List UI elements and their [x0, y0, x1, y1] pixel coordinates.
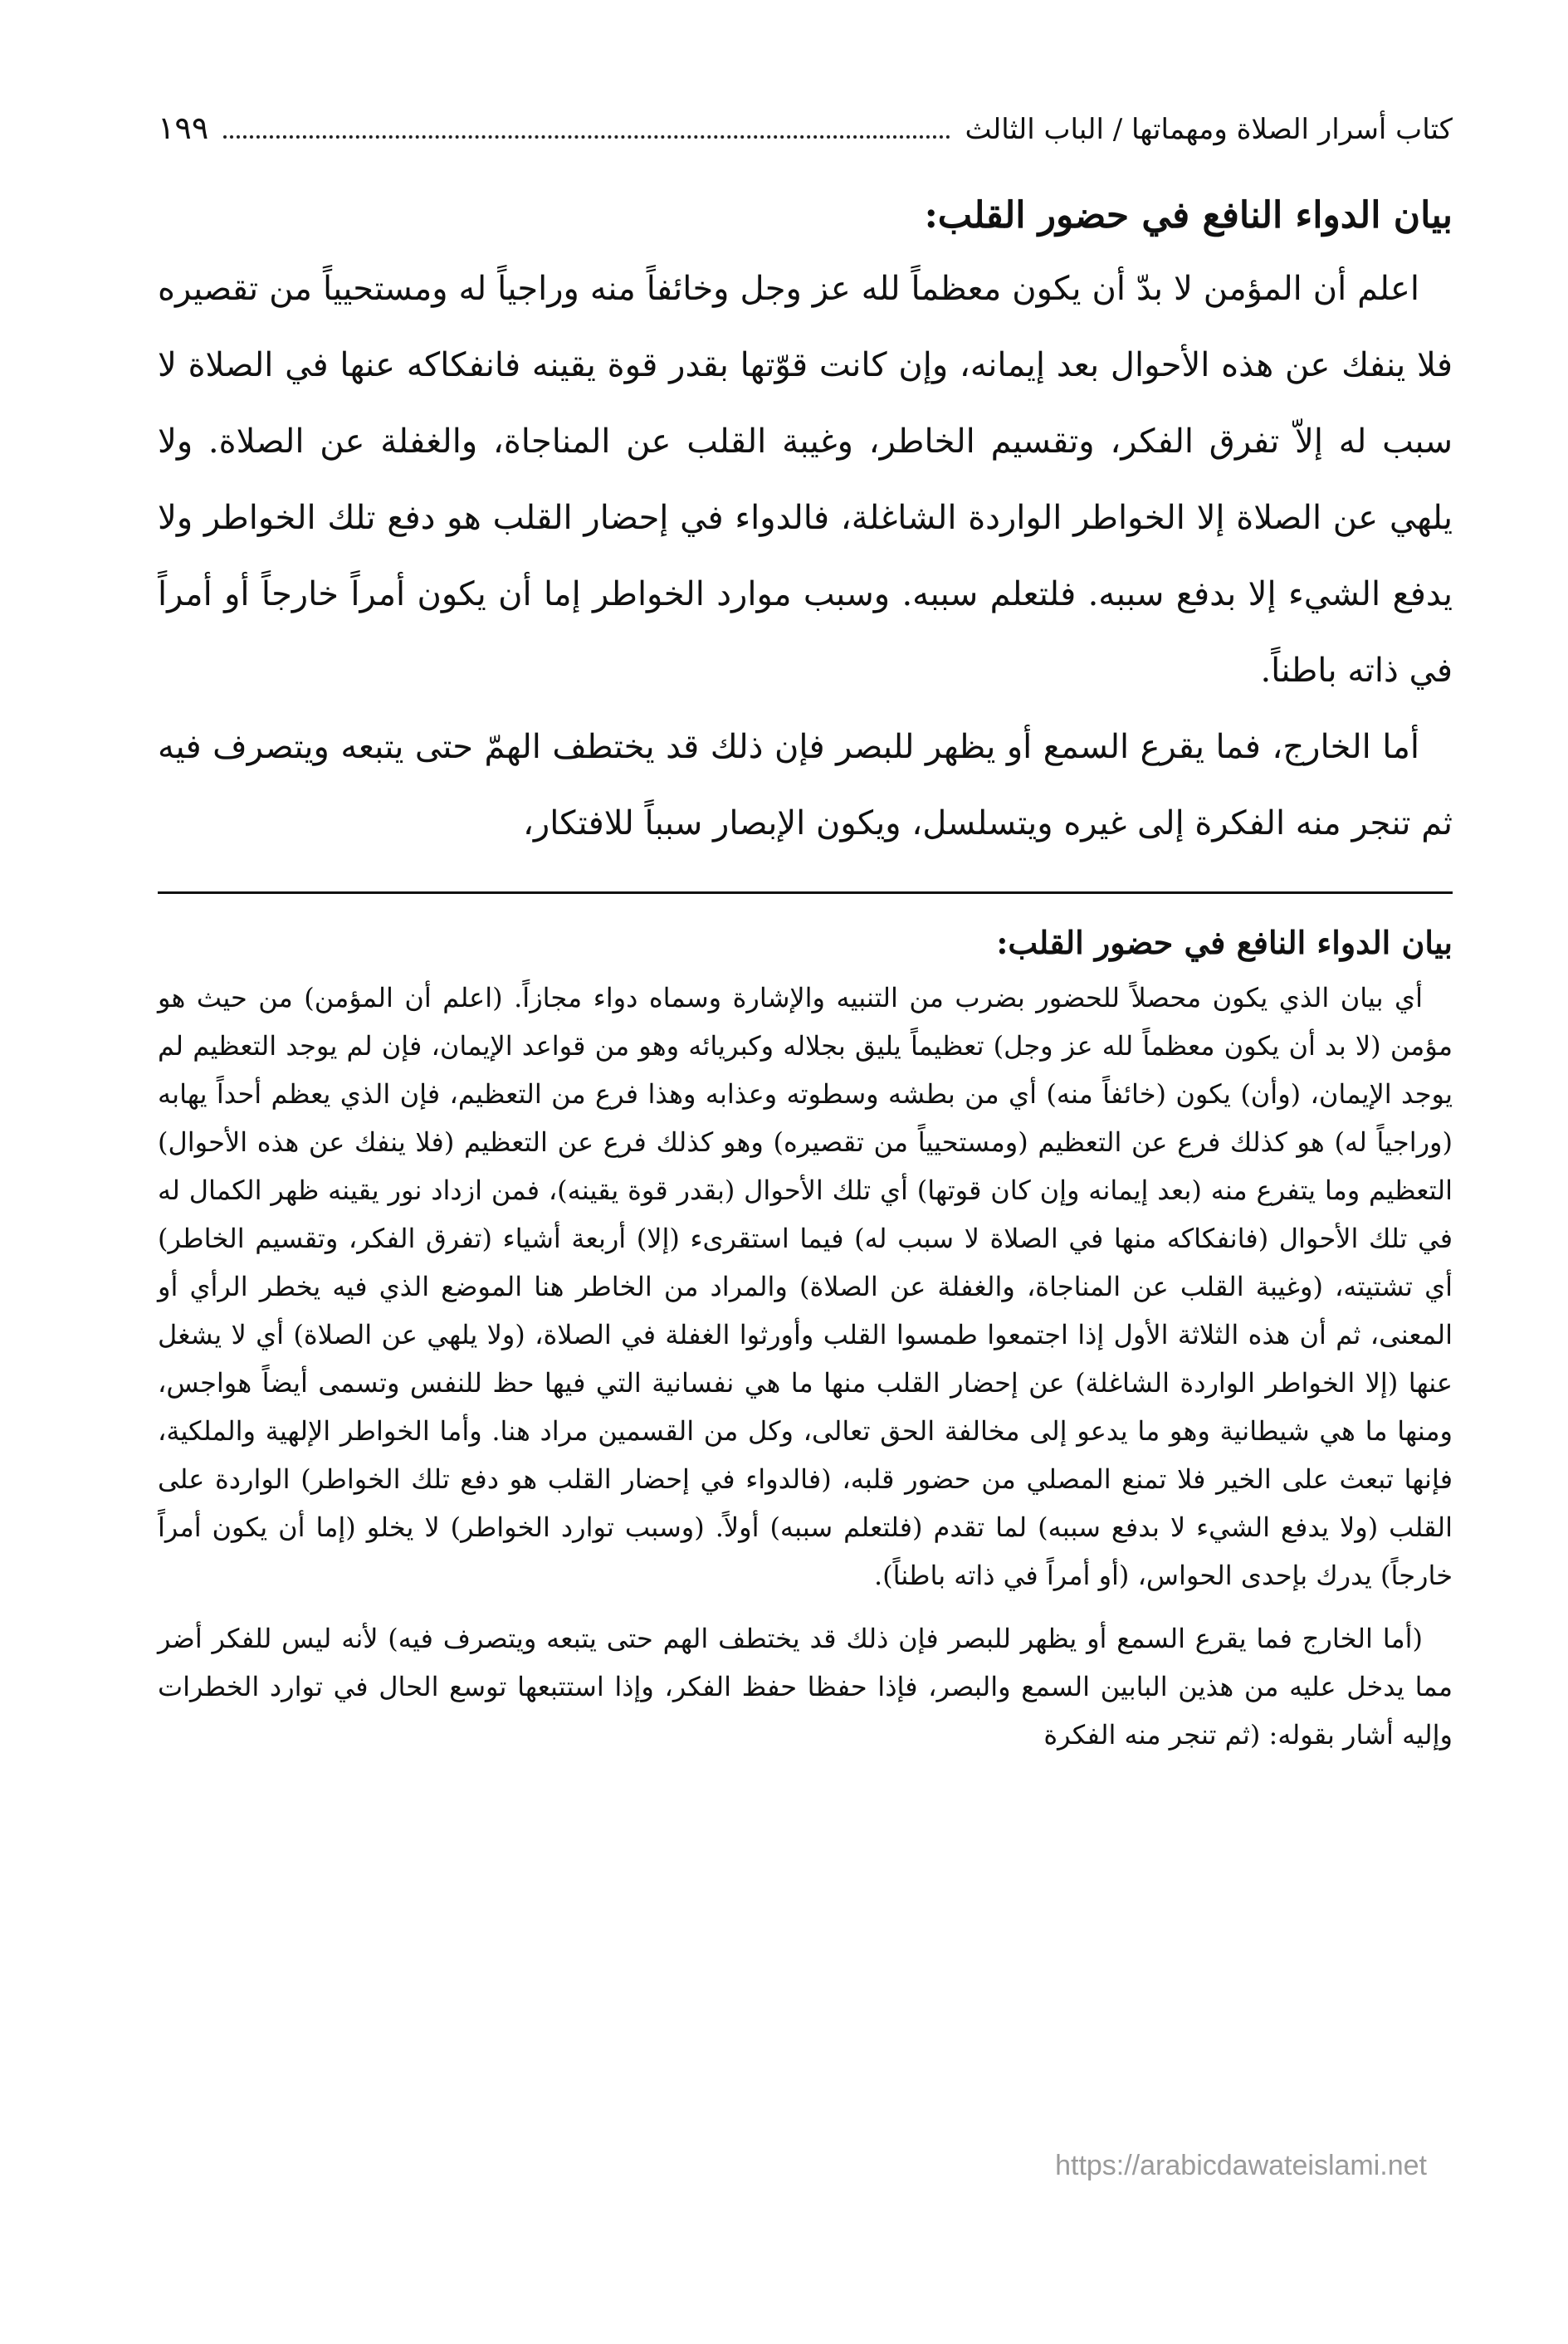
book-page	[158, 108, 1453, 2266]
watermark: https://arabicdawateislami.net	[1055, 2150, 1427, 2181]
running-title: كتاب أسرار الصلاة ومهماتها / الباب الثالث	[965, 113, 1453, 146]
commentary	[158, 919, 1453, 1759]
main-paragraph: أما الخارج، فما يقرع السمع أو يظهر للبصر فإن ذلك قد يختطف الهمّ حتى يتبعه ويتصرف فيه ثم تنجر منه الفكرة إلى غيره ويتسلسل، ويكون الإبصار سبباً للافتكار،	[158, 728, 1453, 842]
commentary-title: بيان الدواء النافع في حضور القلب:	[996, 924, 1453, 961]
commentary-paragraph: (أما الخارج فما يقرع السمع أو يظهر للبصر فإن ذلك قد يختطف الهم حتى يتبعه ويتصرف فيه) لأنه ليس للفكر أضر مما يدخل عليه من هذين البابين السمع والبصر، فإذا حفظا حفظ الفكر، وإذا استتبعها توسع الحال في توارد الخطرات وإليه أشار بقوله: (ثم تنجر منه الفكرة	[158, 1623, 1453, 1751]
page-number: ١٩٩	[158, 110, 209, 146]
commentary-paragraph: أي بيان الذي يكون محصلاً للحضور بضرب من التنبيه والإشارة وسماه دواء مجازاً. (اعلم أن المؤمن) من حيث هو مؤمن (لا بد أن يكون معظماً لله عز وجل) تعظيماً يليق بجلاله وكبريائه وهو من قواعد الإيمان، فإن لم يوجد التعظيم لم يوجد الإيمان، (وأن) يكون (خائفاً منه) أي من بطشه وسطوته وعذابه وهذا فرع من التعظيم، فإن الذي يعظم أحداً يهابه (وراجياً له) هو كذلك فرع عن التعظيم (ومستحيياً من تقصيره) وهو كذلك فرع عن التعظيم (فلا ينفك عن هذه الأحوال) التعظيم وما يتفرع منه (بعد إيمانه وإن كان قوتها) أي تلك الأحوال (بقدر قوة يقينه)، فمن ازداد نور يقينه ظهر الكمال له في تلك الأحوال (فانفكاكه منها في الصلاة لا سبب له) فيما استقرىء (إلا) أربعة أشياء (تفرق الفكر، وتقسيم الخاطر) أي تشتيته، (وغيبة القلب عن المناجاة، والغفلة عن الصلاة) والمراد من الخاطر هنا الموضع الذي فيه يخطر الرأي أو المعنى، ثم أن هذه الثلاثة الأول إذا اجتمعوا طمسوا القلب وأورثوا الغفلة في الصلاة، (ولا يلهي عن الصلاة) أي لا يشغل عنها (إلا الخواطر الواردة الشاغلة) عن إحضار القلب منها ما هي نفسانية التي فيها حظ للنفس وتسمى أيضاً هواجس، ومنها ما هي شيطانية وهو ما يدعو إلى مخالفة الحق تعالى، وكل من القسمين مراد هنا. وأما الخواطر الإلهية والملكية، فإنها تبعث على الخير فلا تمنع المصلي من حضور قلبه، (فالدواء في إحضار القلب هو دفع تلك الخواطر) الواردة على القلب (ولا يدفع الشيء لا بدفع سببه) لما تقدم (فلتعلم سببه) أولاً. (وسبب توارد الخواطر) لا يخلو (إما أن يكون أمراً خارجاً) يدرك بإحدى الحواس، (أو أمراً في ذاته باطناً).	[158, 982, 1453, 1591]
main-text	[158, 189, 1453, 862]
main-paragraph: اعلم أن المؤمن لا بدّ أن يكون معظماً لله عز وجل وخائفاً منه وراجياً له ومستحيياً من تقصيره فلا ينفك عن هذه الأحوال بعد إيمانه، وإن كانت قوّتها بقدر قوة يقينه فانفكاكه عنها في الصلاة لا سبب له إلاّ تفرق الفكر، وتقسيم الخاطر، وغيبة القلب عن المناجاة، والغفلة عن الصلاة. ولا يلهي عن الصلاة إلا الخواطر الواردة الشاغلة، فالدواء في إحضار القلب هو دفع تلك الخواطر ولا يدفع الشيء إلا بدفع سببه. فلتعلم سببه. وسبب موارد الخواطر إما أن يكون أمراً خارجاً أو أمراً في ذاته باطناً.	[158, 270, 1453, 690]
running-header	[158, 108, 1453, 149]
leader-dots	[223, 135, 950, 139]
footnote-divider	[158, 891, 1453, 894]
section-title: بيان الدواء النافع في حضور القلب:	[924, 194, 1453, 237]
